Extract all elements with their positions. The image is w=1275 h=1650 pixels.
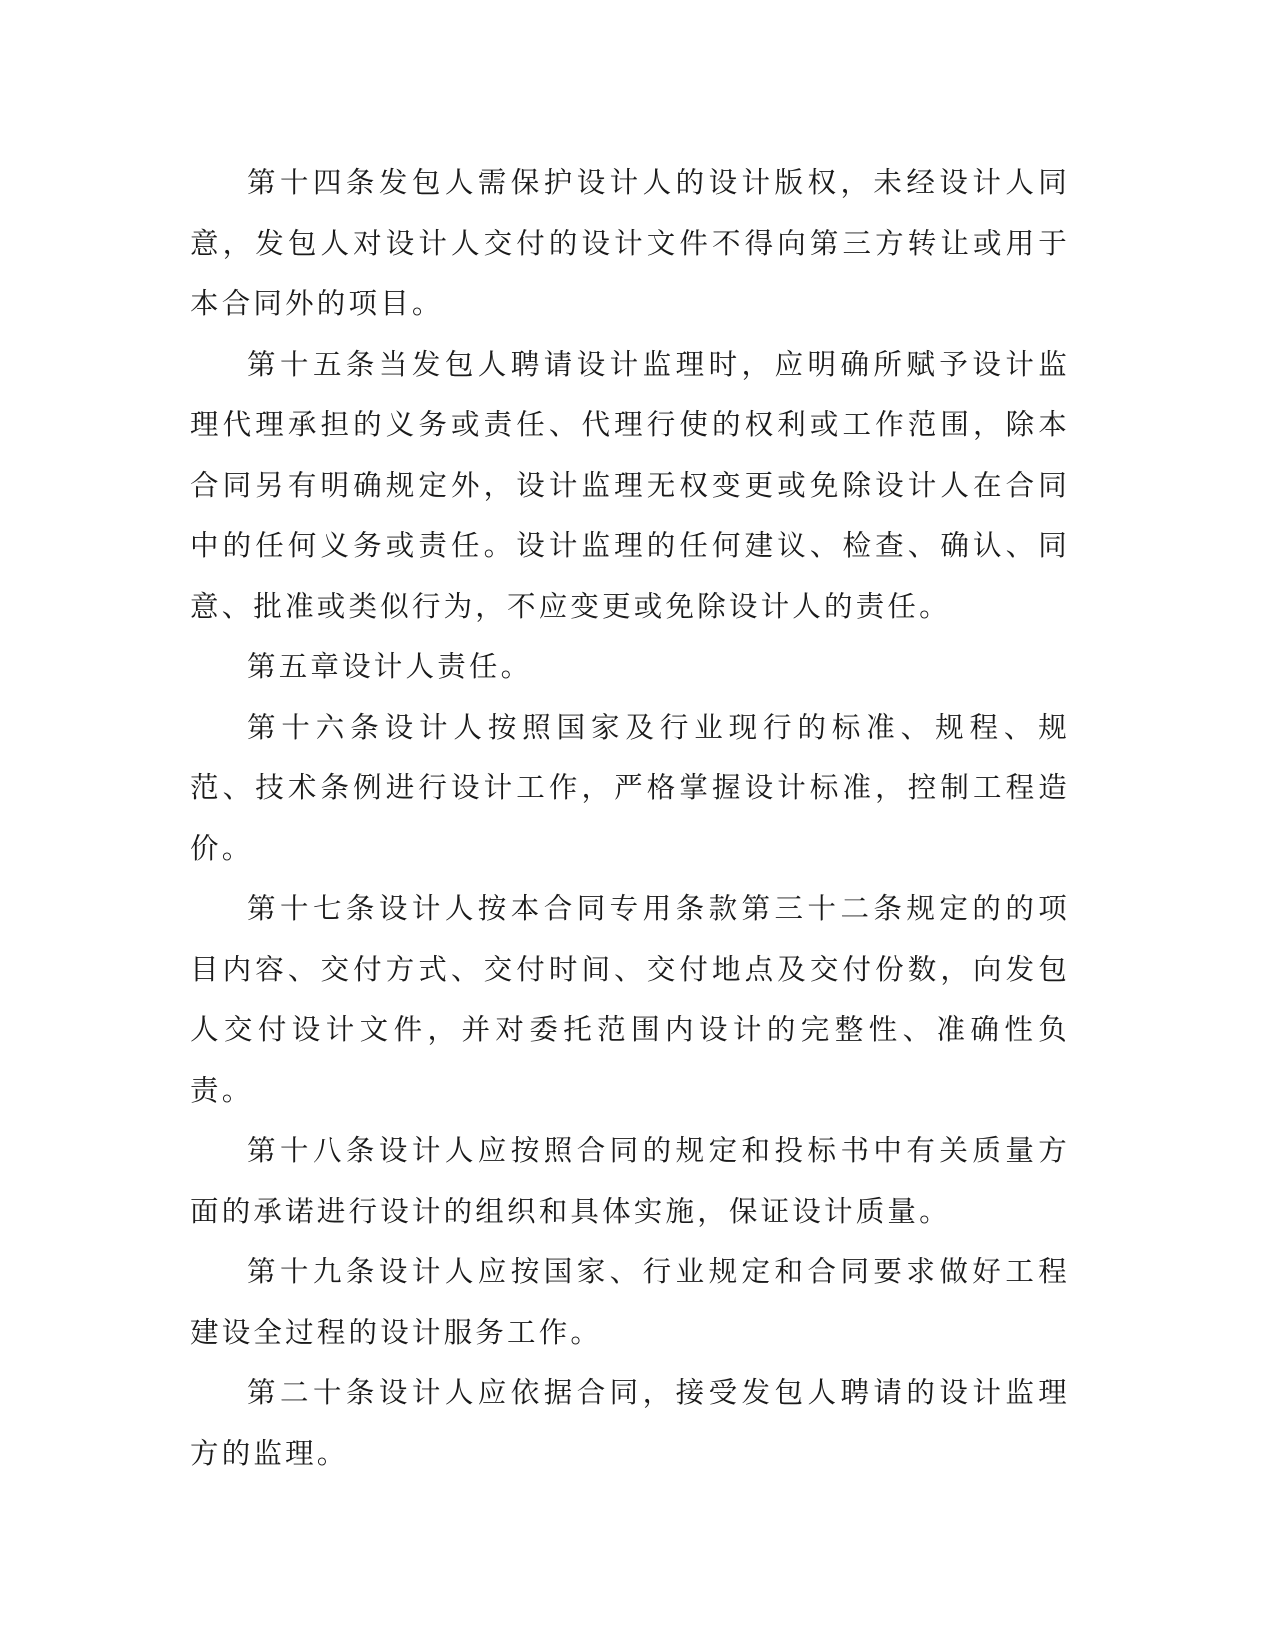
chapter-heading-5: 第五章设计人责任。 — [247, 650, 533, 683]
document-body — [190, 153, 1070, 1484]
paragraph-article-18: 第十八条设计人应按照合同的规定和投标书中有关质量方面的承诺进行设计的组织和具体实施，保证设计质量。 — [190, 1134, 1070, 1228]
paragraph-article-15: 第十五条当发包人聘请设计监理时，应明确所赋予设计监理代理承担的义务或责任、代理行使的权利或工作范围，除本合同另有明确规定外，设计监理无权变更或免除设计人在合同中的任何义务或责任。设计监理的任何建议、检查、确认、同意、批准或类似行为，不应变更或免除设计人的责任。 — [190, 347, 1070, 623]
paragraph-article-19: 第十九条设计人应按国家、行业规定和合同要求做好工程建设全过程的设计服务工作。 — [190, 1255, 1070, 1349]
paragraph-article-20: 第二十条设计人应依据合同，接受发包人聘请的设计监理方的监理。 — [190, 1376, 1070, 1470]
paragraph-article-14: 第十四条发包人需保护设计人的设计版权，未经设计人同意，发包人对设计人交付的设计文件不得向第三方转让或用于本合同外的项目。 — [190, 166, 1070, 320]
paragraph-article-17: 第十七条设计人按本合同专用条款第三十二条规定的的项目内容、交付方式、交付时间、交付地点及交付份数，向发包人交付设计文件，并对委托范围内设计的完整性、准确性负责。 — [190, 892, 1070, 1107]
paragraph-article-16: 第十六条设计人按照国家及行业现行的标准、规程、规范、技术条例进行设计工作，严格掌握设计标准，控制工程造价。 — [190, 710, 1070, 865]
